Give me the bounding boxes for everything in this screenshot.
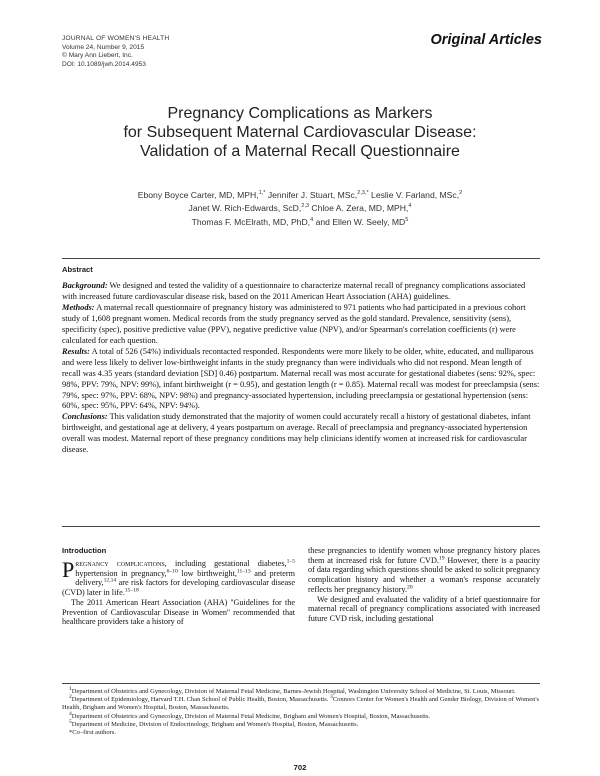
- abstract-conclusions: Conclusions: This validation study demonstrated that the majority of women could accurately recall a history of gestational diabetes, infant birthweight, and gestational age at delivery, 4 years postpartum on average. Recall of preeclampsia and pregnancy-associated hypertension overall was modest. Maternal report of these pregnancy conditions may help clinicians identify women at increased risk for cardiovascular disease.: [62, 412, 531, 455]
- drop-cap: P: [62, 557, 75, 582]
- author-name: Chloe A. Zera, MD, MPH,: [311, 203, 409, 214]
- footnote-divider: [62, 683, 540, 684]
- abstract-methods: Methods: A maternal recall questionnaire of pregnancy history was administered to 971 patients who had participated in a previous cohort study of 1,608 pregnant women. Medical records from the study pregnancy served as the gold standard. Prevalence, sensitivity (sens), specificity (spec), positive predictive value (PPV), negative predictive value (NPV), and/or Spearman's correlation coefficients (r) were calculated for each question.: [62, 302, 526, 345]
- intro-column-right: [308, 546, 540, 624]
- intro-paragraph: Pregnancy complications, including gestational diabetes,$^{1-5}$ hypertension in pregnancy,$^{6-10}$ low birthweight,$^{11-13}$ and preterm delivery,$^{12,14}$ are risk factors for developing cardiovascular disease (CVD) later in life.$^{15-18}$: [62, 557, 295, 598]
- citation-ref[interactable]: 1–5: [286, 558, 295, 565]
- intro-paragraph: The 2011 American Heart Association (AHA) ''Guidelines for the Prevention of Cardiovascular Disease in Women'' recommended that healthcare providers take a history of: [62, 597, 295, 627]
- author-affiliation: 4: [408, 203, 412, 210]
- author-name: Jennifer J. Stuart, MSc,: [267, 190, 358, 200]
- author-affiliation: 2,3,*: [357, 190, 369, 197]
- citation-ref[interactable]: 19: [438, 554, 445, 561]
- introduction-heading: Introduction: [62, 546, 107, 555]
- affiliations: [62, 685, 540, 737]
- abstract-background: Background: We designed and tested the validity of a questionnaire to characterize maternal recall of pregnancy complications associated with increased future cardiovascular disease risk, based on the 2011 American Heart Association (AHA) guidelines.: [62, 281, 526, 301]
- intro-column-left: [62, 559, 295, 627]
- author-name: Thomas F. McElrath, MD, PhD,: [191, 216, 311, 227]
- abstract-results: Results: A total of 526 (54%) individuals recontacted responded. Respondents were more likely to be older, white, educated, and nulliparous and were less likely to deliver low-birthweight infants in the study pregnancy than were individuals who did not respond. Mean length of recall was 4.35 years (standard deviation [SD] 0.46) postpartum. Maternal recall was most accurate for gestational diabetes (sens: 92%, spec: 98%, PPV: 79%, NPV: 99%), infant birthweight (r = 0.95), and gestation length (r = 0.85). Maternal recall was modest for preeclampsia (sens: 79%, spec: 97%, PPV: 68%, NPV: 98%) and pregnancy-associated hypertension, including preeclampsia or gestational hypertension (sens: 60%, spec: 95%, PPV: 64%, NPV: 94%).: [62, 346, 540, 411]
- citation-ref[interactable]: 6–10: [166, 567, 178, 574]
- intro-paragraph: these pregnancies to identify women whose pregnancy history places them at increased risk for future CVD.$^{19}$ However, there is a paucity of data regarding which questions should be asked to solicit pregnancy complication history and whether a woman's response accurately reflects her pregnancy history.$^{20}$: [308, 546, 540, 594]
- article-title: [60, 104, 540, 161]
- footnote: *Co–first authors.: [69, 729, 116, 737]
- title-line: Validation of a Maternal Recall Questionnaire: [140, 143, 460, 160]
- author-name: Ebony Boyce Carter, MD, MPH,: [137, 190, 259, 200]
- abstract-body: [62, 281, 540, 456]
- author-line: [60, 202, 540, 215]
- intro-paragraph: We designed and evaluated the validity of a brief questionnaire for maternal recall of pregnancy complications associated with increased future CVD risk, including gestational: [308, 594, 540, 623]
- journal-name: JOURNAL OF WOMEN'S HEALTH: [62, 35, 170, 42]
- footnote: $^2$Department of Epidemiology, Harvard T.H. Chan School of Public Health, Boston, Massachusetts. $^3$Connors Center for Women's Health and Gender Biology, Division of Women's Health, Brigham and Women's Hospital, Boston, Massachusetts.: [62, 694, 540, 712]
- footnote: $^1$Department of Obstetrics and Gynecology, Division of Maternal Fetal Medicine, Barnes-Jewish Hospital, Washington University School of Medicine, St. Louis, Missouri.: [69, 685, 516, 695]
- divider: [62, 526, 540, 527]
- author-line: [60, 189, 540, 202]
- title-line: Pregnancy Complications as Markers: [167, 105, 433, 122]
- citation-ref[interactable]: 20: [407, 584, 413, 591]
- author-line: Thomas F. McElrath, MD, PhD,$^4$ and Ellen W. Seely, $MD^5$: [191, 216, 409, 227]
- author-name: Janet W. Rich-Edwards, ScD,: [188, 203, 302, 214]
- abstract-heading: Abstract: [62, 265, 93, 274]
- journal-volume: Volume 24, Number 9, 2015: [62, 43, 145, 51]
- author-affiliation: 5: [405, 216, 409, 223]
- author-affiliation: 1,*: [258, 190, 266, 197]
- journal-copyright: © Mary Ann Liebert, Inc.: [62, 52, 133, 60]
- journal-doi[interactable]: DOI: 10.1089/jwh.2014.4953: [62, 60, 146, 68]
- author-name: Leslie V. Farland, MSc,: [371, 190, 460, 200]
- divider: [62, 258, 540, 259]
- author-name: Ellen W. Seely, MD: [332, 216, 406, 227]
- citation-ref[interactable]: 15–18: [124, 587, 139, 594]
- title-line: for Subsequent Maternal Cardiovascular Disease:: [123, 124, 477, 141]
- footnote: $^4$Department of Obstetrics and Gynecology, Division of Maternal Fetal Medicine, Brigham and Women's Hospital, Boston, Massachusetts.: [69, 710, 431, 720]
- author-list: [60, 189, 540, 229]
- citation-ref[interactable]: 12,14: [103, 577, 117, 584]
- author-affiliation: 2: [459, 190, 463, 197]
- page-number: 702: [293, 763, 307, 772]
- section-label: Original Articles: [430, 32, 542, 48]
- citation-ref[interactable]: 11–13: [236, 567, 251, 574]
- footnote: $^5$Department of Medicine, Division of Endocrinology, Brigham and Women's Hospital, Boston, Massachusetts.: [69, 718, 359, 728]
- author-affiliation: 2,3: [301, 203, 310, 210]
- journal-meta: [62, 35, 169, 69]
- author-affiliation: 4: [310, 216, 314, 223]
